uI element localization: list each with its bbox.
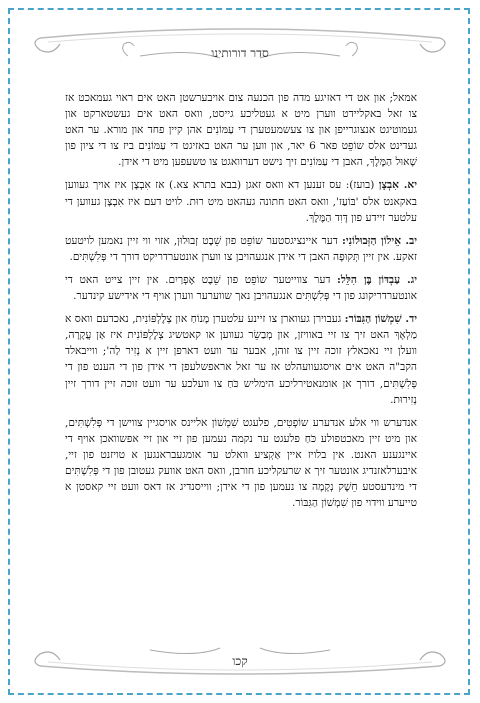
main-text	[65, 90, 417, 580]
page-header	[20, 12, 460, 82]
paragraph-shimshon-text: געבוירן געווארן צו זיינע עלטערן מָנוֹחַ און צְלֶלְפּוֹנִית, נאכדעם וואס א מַלְאָךְ האט זיך צו זיי באוויזן, און מְבַשֵׂר געווען או קאטשיג צְלֶלְפּוֹנִית איז אַן עֲקָרָה, וועלן זיי נאכאלץ זוכה זיין צו זוהן, אבער ער וועט דארפן זיין א נְזִיר לַה'; ווייבאלד הקב"ה האט אים אויסגעוועהלט אז ער זאל אראפשלעפן די אידן פון די הענט פון די פְּלִשְׁתִּים, דורך אן אומנאטירליכע הימליש כֹּחַ צו וועלכע ער וועט זוכה זיין דורך זיין נְזִירוּת.	[65, 313, 417, 406]
paragraph-ibzan-heading: יא. אִבְצָן	[378, 179, 417, 192]
page-footer	[20, 632, 460, 692]
paragraph-avdon	[65, 272, 417, 304]
paragraph-ibzan	[65, 177, 417, 225]
paragraph-shimshon-heading: יד. שִׁמְשׁוֹן הַגִּבּוֹר:	[344, 313, 417, 326]
paragraph-elon-heading: יב. אֵילוֹן הַזְּבוּלוֹנִי:	[341, 234, 417, 247]
paragraph-avdon-text: דער צווייטער שוֹפֵט פון שֵׁבֶט אֶפְרַיִם. אין זיין צייט האט די אונטערדריקונג פון די פְּלִשְׁתִּים אנגעהויבן נאך שווערער ווערן אויף די אידישע קינדער.	[65, 273, 417, 303]
header-title: סדר דורותינו	[211, 46, 269, 60]
paragraph-1	[65, 90, 417, 170]
paragraph-elon-text: דער איינציגסטער שוֹפֵט פון שֵׁבֶט זְבוּלוּן, אזוי ווי זיין נאמען לויטעט זאקע. אין זיין תְּקוּפָה האבן די אידן אנגעהויבן צו ווערן אונטערדריקט דורך די פְּלִשְׁתִּים.	[65, 234, 417, 263]
paragraph-avdon-heading: יג. עַבְדּוֹן בֶּן הִלֵּל:	[337, 273, 417, 286]
page-number: קכו	[232, 654, 248, 668]
paragraph-ibzan-text: (בועז): עס זענען דא וואס זאגן (בבא בתרא צא.) אז אִבְצָן איז אויך געווען באקאנט אלס 'בּוֹעַז', וואס האט חתונה געהאט מיט רוּת. לויט דעם איז אִבְצָן געווען די עלטער זיידע פון דָּוִד הַמֶּלֶךְ.	[65, 179, 417, 224]
paragraph-shimshon-2	[65, 415, 417, 512]
paragraph-elon	[65, 233, 417, 265]
paragraph-shimshon-2-text: אנדערש ווי אלע אנדערע שוֹפְטִים, פלעגט שִׁמְשׁוֹן אליינס אויסגיין צווישן די פְּלִשְׁתִּים, און מיט זיין מאכטפולע כֹּחַ פלעגט ער נקמה נעמען פון זיי און זיי אפשוואכן אויף די איינגענע האנט. אין בלויז איין אַקְציע וואלט ער אומגעבראנגען א טויזנט פון זיי, איבערלאזנדיג אונטער זיך א שרעקליכע חורבן, וואס האט אוועק געטובן פון די פְּלִשְׁתִּים די מינדעסטע חֵשֶׁק נְקָמָה צו נעמען פון די אידן; ווייסנדיג אז דאס וועט זיי קאסטן א טייערע ווידוי פון שִׁמְשׁוֹן הַגִּבּוֹר.	[65, 416, 417, 510]
paragraph-1-text: אמאל; און אט די דאזיגע מדה פון הכנעה צום אויבערשטן האט אים ראוי געמאכט אז צו זאל באקליידט ווערן מיט א געטליכע גייסט, וואס האט אים געשטארקט און געמוטיגט אנצוגרייפן און צו צעשמעטערן די עַמּוֹנִים אהן קיין פחד און מורא. ער האט געדינט אלס שוֹפֵט פאר 6 יאר, און ווען ער האט באזיגט די עַמּוֹנִים ביז צו די ציון פון שָׁאוּל הַמֶּלֶךְ, האבן די עַמּוֹנִים זיך נישט דערוואגט צו טשעפען מיט די אידן.	[65, 92, 417, 169]
paragraph-shimshon	[65, 311, 417, 408]
